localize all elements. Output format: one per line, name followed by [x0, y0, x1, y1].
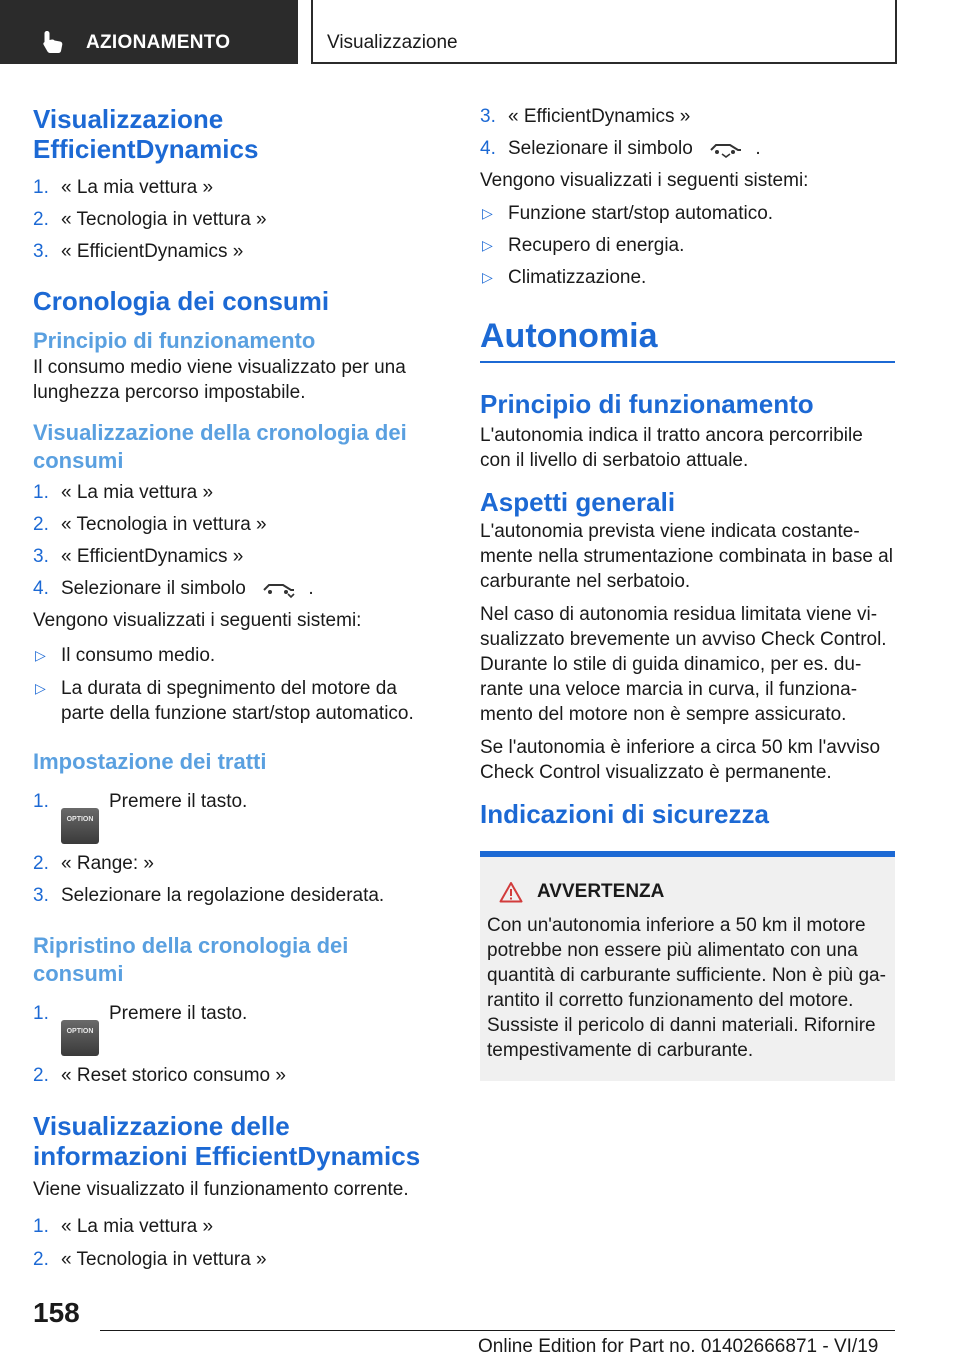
right-step4-list [480, 136, 895, 161]
autonomia-principio-paragraph: L'autonomia indica il tratto ancora percorribile con il livello di serbatoio attuale. [480, 425, 863, 471]
heading-vis-cronologia: Visualizzazione della cronologia dei consumi [33, 420, 407, 473]
warning-box [480, 851, 895, 1081]
heading-info-ed: Visualizzazione delle informazioni EfficientDynamics [33, 1111, 421, 1171]
car-consumption-icon [261, 579, 297, 599]
triangle-bullet-icon: ▷ [482, 237, 493, 253]
bullet-text: Funzione start/stop automatico. [508, 203, 774, 224]
heading-rule [480, 361, 895, 363]
step-text: Selezionare il simbolo [508, 138, 693, 159]
step-number: 1. [33, 1216, 49, 1237]
tratti-steps-list-2 [33, 851, 438, 908]
step-number: 3. [33, 885, 49, 906]
step-number: 3. [33, 546, 49, 567]
triangle-bullet-icon: ▷ [35, 647, 46, 663]
step-text: Selezionare il simbolo [61, 578, 246, 599]
step-text: « La mia vettura » [61, 1216, 214, 1237]
list-item [480, 233, 895, 258]
page-number: 158 [33, 1297, 80, 1328]
warning-title-text: AVVERTENZA [537, 881, 665, 902]
list-item [480, 136, 895, 161]
list-item [33, 544, 438, 569]
list-item [33, 1001, 438, 1056]
bullet-text: Climatizzazione. [508, 267, 647, 288]
info-paragraph: Viene visualizzato il funzionamento corrente. [33, 1179, 409, 1200]
list-item [33, 239, 438, 264]
step-text: « Tecnologia in vettura » [61, 209, 267, 230]
list-item [33, 1063, 438, 1088]
step-text: « Reset storico consumo » [61, 1065, 286, 1086]
list-item [33, 643, 438, 668]
list-item [33, 512, 438, 537]
list-item [33, 789, 438, 844]
step-number: 1. [33, 1003, 49, 1024]
list-item [480, 265, 895, 290]
car-recuperation-icon [708, 139, 744, 159]
heading-aspetti: Aspetti generali [480, 487, 676, 517]
step-number: 3. [480, 106, 496, 127]
step-number: 1. [33, 177, 49, 198]
header-chapter-tab [311, 0, 897, 64]
option-button-icon: OPTION [61, 808, 99, 844]
heading-tratti: Impostazione dei tratti [33, 749, 267, 774]
list-item [33, 1214, 438, 1239]
step-text: Premere il tasto. [109, 1003, 248, 1024]
list-item [480, 104, 895, 129]
warning-text: Con un'autonomia inferiore a 50 km il motore potrebbe non essere più alimentato con una quantità di carburante sufficiente. Non è più garantito il corretto funzionamento del motore. Sussiste il pericolo di danni materiali. Rifornire tempestivamente di carburante. [487, 915, 886, 1061]
step-text: « La mia vettura » [61, 482, 214, 503]
rip-steps-list-2 [33, 1063, 438, 1088]
step-number: 4. [33, 578, 49, 599]
heading-autonomia: Autonomia [480, 317, 658, 355]
heading-principio: Principio di funzionamento [33, 328, 316, 353]
list-item [33, 676, 438, 726]
heading-sicurezza: Indicazioni di sicurezza [480, 799, 769, 829]
step-number: 2. [33, 514, 49, 535]
aspetti-paragraph-2: Nel caso di autonomia residua limitata viene visualizzato brevemente un avviso Check Control. Durante lo stile di guida dinamico, per es. durante una veloce marcia in curva, il funzionamento del motore non è sempre assicurato. [480, 604, 887, 725]
list-item [33, 480, 438, 505]
step-end: . [755, 138, 761, 159]
step-text: « EfficientDynamics » [61, 241, 244, 262]
list-item [33, 175, 438, 200]
info-steps-list [33, 1214, 438, 1272]
step-text: « EfficientDynamics » [508, 106, 691, 127]
footer-rule [100, 1330, 895, 1331]
ed-steps-list [33, 175, 438, 264]
aspetti-paragraph-1: L'autonomia prevista viene indicata costantemente nella strumentazione combinata in base al carburante nel serbatoio. [480, 521, 893, 592]
header-chapter-title: Visualizzazione [327, 32, 458, 53]
triangle-bullet-icon: ▷ [35, 680, 46, 696]
step-text: Premere il tasto. [109, 791, 248, 812]
step-text: « EfficientDynamics » [61, 546, 244, 567]
hand-pointer-icon [40, 29, 66, 55]
right-sistemi-intro: Vengono visualizzati i seguenti sistemi: [480, 170, 809, 191]
step-text: « La mia vettura » [61, 177, 214, 198]
list-item [33, 851, 438, 876]
step-text: « Range: » [61, 853, 154, 874]
sistemi-intro: Vengono visualizzati i seguenti sistemi: [33, 610, 362, 631]
rip-steps-list [33, 1001, 438, 1056]
step-text: « Tecnologia in vettura » [61, 1249, 267, 1270]
bullet-text: Il consumo medio. [61, 645, 216, 666]
left-sistemi-list [33, 643, 438, 726]
step-number: 3. [33, 241, 49, 262]
step-number: 1. [33, 482, 49, 503]
heading-visualizzazione-ed: Visualizzazione EfficientDynamics [33, 104, 259, 164]
step-end: . [308, 578, 314, 599]
principio-paragraph: Il consumo medio viene visualizzato per una lunghezza percorso impostabile. [33, 357, 406, 403]
triangle-bullet-icon: ▷ [482, 269, 493, 285]
bullet-text: Recupero di energia. [508, 235, 685, 256]
right-sistemi-list [480, 201, 895, 290]
warning-title [499, 879, 887, 904]
list-item [33, 207, 438, 232]
header-section-title: AZIONAMENTO [86, 32, 231, 53]
step-number: 2. [33, 209, 49, 230]
step-number: 2. [33, 1249, 49, 1270]
right-cont-steps [480, 104, 895, 129]
heading-ripristino: Ripristino della cronologia dei consumi [33, 933, 349, 986]
header-section-tab [0, 0, 298, 64]
vis-step4-list [33, 576, 438, 601]
step-number: 1. [33, 791, 49, 812]
list-item [480, 201, 895, 226]
step-number: 2. [33, 1065, 49, 1086]
bullet-text: La durata di spegnimento del motore da parte della funzione start/stop automatico. [61, 678, 414, 724]
heading-cronologia: Cronologia dei consumi [33, 286, 330, 316]
step-text: « Tecnologia in vettura » [61, 514, 267, 535]
right-column [480, 100, 895, 1081]
option-button-icon: OPTION [61, 1020, 99, 1056]
list-item [33, 576, 438, 601]
left-column [33, 100, 438, 1272]
list-item [33, 1247, 438, 1272]
vis-steps-list [33, 480, 438, 569]
triangle-bullet-icon: ▷ [482, 205, 493, 221]
step-text: Selezionare la regolazione desiderata. [61, 885, 385, 906]
heading-principio-autonomia: Principio di funzionamento [480, 389, 814, 419]
step-number: 4. [480, 138, 496, 159]
tratti-steps-list [33, 789, 438, 844]
aspetti-paragraph-3: Se l'autonomia è inferiore a circa 50 km l'avviso Check Control visualizzato è permanente. [480, 737, 881, 783]
list-item [33, 883, 438, 908]
footer-edition: Online Edition for Part no. 01402666871 - VI/19 [478, 1336, 879, 1357]
warning-triangle-icon [499, 881, 523, 903]
step-number: 2. [33, 853, 49, 874]
